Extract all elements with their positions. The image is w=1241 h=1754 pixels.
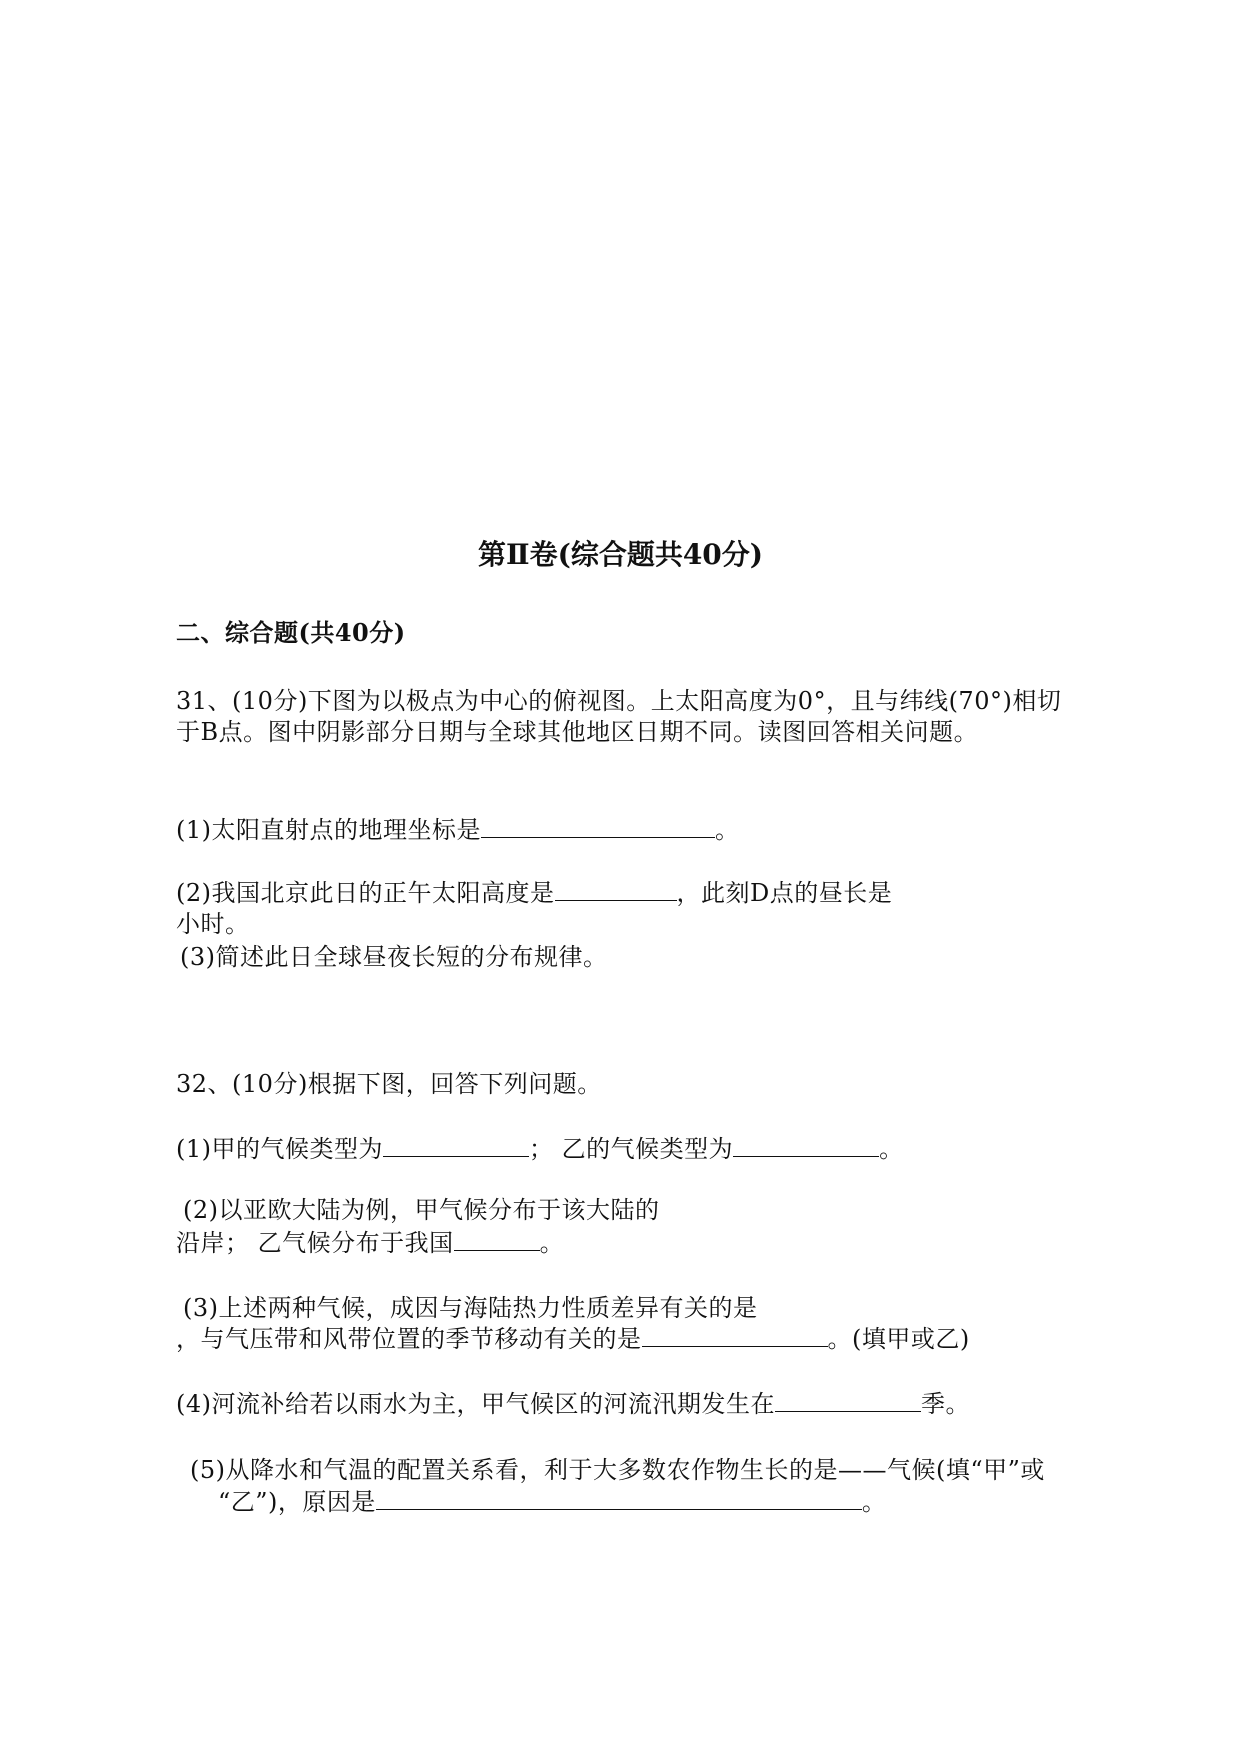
q32-sub4-blank[interactable] [775, 1389, 921, 1412]
q32-sub5-text: “乙”)，原因是 [218, 1488, 376, 1516]
q32-sub5-end: 。 [861, 1488, 887, 1516]
q32-sub2-line2 [176, 1228, 564, 1258]
section-heading: 二、综合题(共40分) [176, 618, 406, 647]
q32-sub2-line1: (2)以亚欧大陆为例，甲气候分布于该大陆的 [183, 1196, 660, 1224]
q32-sub2-text: 沿岸； 乙气候分布于我国 [176, 1229, 454, 1257]
q32-sub1-blank2[interactable] [733, 1134, 879, 1157]
q32-sub1 [176, 1134, 904, 1164]
q32-sub2-end: 。 [539, 1229, 565, 1257]
q31-sub2-text: (2)我国北京此日的正午太阳高度是 [176, 879, 555, 907]
q32-sub3-line2 [176, 1324, 970, 1354]
q31-stem-line2: 于B点。图中阴影部分日期与全球其他地区日期不同。读图回答相关问题。 [176, 718, 979, 746]
q32-sub4 [176, 1389, 970, 1419]
q32-sub5-blank[interactable] [376, 1487, 862, 1510]
q32-stem: 32、(10分)根据下图，回答下列问题。 [176, 1070, 602, 1098]
q32-sub4-end: 季。 [921, 1390, 970, 1418]
q31-sub2-blank[interactable] [555, 878, 677, 901]
q32-sub3-line1: (3)上述两种气候，成因与海陆热力性质差异有关的是 [183, 1294, 758, 1322]
q32-sub3-text: ，与气压带和风带位置的季节移动有关的是 [176, 1325, 642, 1353]
q32-sub1-blank1[interactable] [383, 1134, 529, 1157]
q32-sub1-end: 。 [879, 1135, 904, 1163]
q31-sub2-mid: ，此刻D点的昼长是 [676, 879, 893, 907]
q31-sub2-line2: 小时。 [176, 910, 250, 938]
q31-sub1 [176, 815, 740, 845]
q31-sub3: (3)简述此日全球昼夜长短的分布规律。 [180, 943, 608, 971]
q32-sub2-blank[interactable] [454, 1228, 540, 1251]
q32-sub4-text: (4)河流补给若以雨水为主，甲气候区的河流汛期发生在 [176, 1390, 775, 1418]
q32-sub1-mid: ； 乙的气候类型为 [529, 1135, 734, 1163]
q31-stem-line1: 31、(10分)下图为以极点为中心的俯视图。上太阳高度为0°，且与纬线(70°)相切 [176, 687, 1062, 715]
q31-sub1-end: 。 [715, 816, 740, 844]
q32-sub5-line2 [218, 1487, 886, 1517]
q31-sub2 [176, 878, 892, 908]
q32-sub5-line1: (5)从降水和气温的配置关系看，利于大多数农作物生长的是——气候(填“甲”或 [190, 1456, 1045, 1484]
q31-sub1-blank[interactable] [481, 815, 715, 838]
q31-sub1-text: (1)太阳直射点的地理坐标是 [176, 816, 481, 844]
q32-sub3-blank[interactable] [642, 1324, 828, 1347]
q32-sub3-end: 。(填甲或乙) [827, 1325, 970, 1353]
page-title: 第Ⅱ卷(综合题共40分) [477, 538, 764, 571]
q32-sub1-text: (1)甲的气候类型为 [176, 1135, 383, 1163]
